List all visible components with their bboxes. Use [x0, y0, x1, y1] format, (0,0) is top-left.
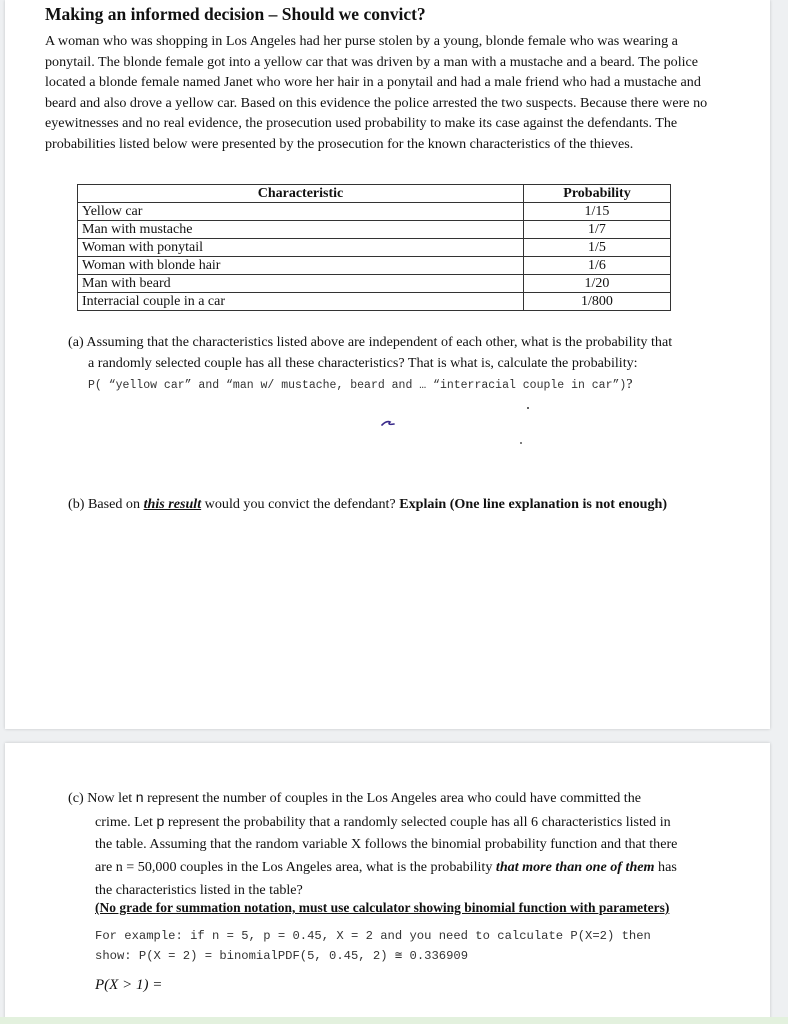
question-b-text-mid: would you convict the defendant?	[204, 496, 396, 512]
question-c-line2	[68, 810, 728, 834]
table-row	[78, 239, 671, 257]
stray-dot	[520, 442, 522, 444]
intro-paragraph: A woman who was shopping in Los Angeles had her purse stolen by a young, blonde female who was wearing a ponytail. The blonde female got into a yellow car that was driven by a man with a mustache and a beard. The police located a blonde female named Janet who wore her hair in a ponytail and had a male friend who had a mustache and beard and also drove a yellow car. Based on this evidence the police arrested the two suspects. Because there were no eyewitnesses and no real evidence, the prosecution used probability to make its case against the defendants. The probabilities listed below were presented by the prosecution for the known characteristics of the thieves.	[45, 33, 708, 152]
question-c-line5: the characteristics listed in the table?	[95, 881, 303, 898]
example-block	[95, 926, 651, 966]
answer-prompt	[95, 977, 162, 994]
probability-header: Probability	[524, 185, 671, 203]
characteristic-cell: Woman with blonde hair	[78, 257, 524, 275]
question-c-l1a: Now let	[87, 790, 133, 806]
characteristic-cell: Woman with ponytail	[78, 239, 524, 257]
table-row	[78, 293, 671, 311]
question-c-label: (c)	[68, 790, 84, 806]
characteristic-cell: Man with beard	[78, 275, 524, 293]
answer-expression: P(X > 1) =	[95, 977, 163, 993]
table-row	[78, 203, 671, 221]
table-row	[78, 275, 671, 293]
question-b-label: (b)	[68, 496, 85, 512]
characteristic-cell: Interracial couple in a car	[78, 293, 524, 311]
question-b-emphasis: this result	[143, 496, 202, 512]
question-a-line1: Assuming that the characteristics listed above are independent of each other, what is the probability that	[86, 334, 673, 350]
probability-cell: 1/800	[524, 293, 671, 311]
question-a-line2: a randomly selected couple has all these characteristics? That is what is, calculate the probability:	[88, 355, 638, 371]
table-row	[78, 221, 671, 239]
question-c-line4	[68, 856, 728, 879]
example-line-2: show: P(X = 2) = binomialPDF(5, 0.45, 2) ≅ 0.336909	[95, 949, 469, 963]
characteristic-cell: Man with mustache	[78, 221, 524, 239]
question-b-text-pre: Based on	[87, 496, 141, 512]
probability-cell: 1/6	[524, 257, 671, 275]
stray-dot	[527, 407, 529, 409]
page-title: Making an informed decision – Should we convict?	[45, 4, 426, 24]
question-b-bold: Explain (One line explanation is not enough)	[399, 496, 668, 512]
question-a-formula-line	[68, 374, 728, 396]
pen-mark-icon	[380, 418, 396, 428]
question-c-l4a: are n = 50,000 couples in the Los Angeles area, what is the probability	[95, 859, 493, 876]
question-a-label: (a)	[68, 334, 84, 350]
probability-cell: 1/7	[524, 221, 671, 239]
variable-p: p	[156, 812, 165, 829]
question-b	[68, 494, 748, 515]
bottom-strip	[0, 1017, 788, 1024]
question-a-formula: P( “yellow car” and “man w/ mustache, beard and … “interracial couple in car”)	[88, 379, 627, 392]
table-header-row	[78, 185, 671, 203]
question-c-l1b: represent the number of couples in the Los Angeles area who could have committed the	[147, 790, 642, 806]
question-a	[68, 332, 728, 396]
probability-cell: 1/20	[524, 275, 671, 293]
variable-n: n	[135, 789, 144, 805]
question-c	[68, 786, 728, 902]
question-a-formula-end: ?	[626, 376, 633, 392]
characteristic-header: Characteristic	[78, 185, 524, 203]
question-c-line3: the table. Assuming that the random variable X follows the binomial probability function and that there	[95, 836, 678, 853]
example-line-1: For example: if n = 5, p = 0.45, X = 2 and you need to calculate P(X=2) then	[95, 929, 651, 943]
question-c-l2a: crime. Let	[95, 813, 153, 830]
question-c-l2b: represent the probability that a randomly selected couple has all 6 characteristics listed in	[167, 813, 671, 830]
grading-note: (No grade for summation notation, must use calculator showing binomial function with parameters)	[95, 900, 670, 915]
table-row	[78, 257, 671, 275]
probability-cell: 1/15	[524, 203, 671, 221]
question-c-emphasis: that more than one of them	[495, 859, 655, 876]
characteristics-table	[77, 184, 671, 311]
characteristic-cell: Yellow car	[78, 203, 524, 221]
question-c-l4b: has	[658, 859, 677, 876]
probability-cell: 1/5	[524, 239, 671, 257]
